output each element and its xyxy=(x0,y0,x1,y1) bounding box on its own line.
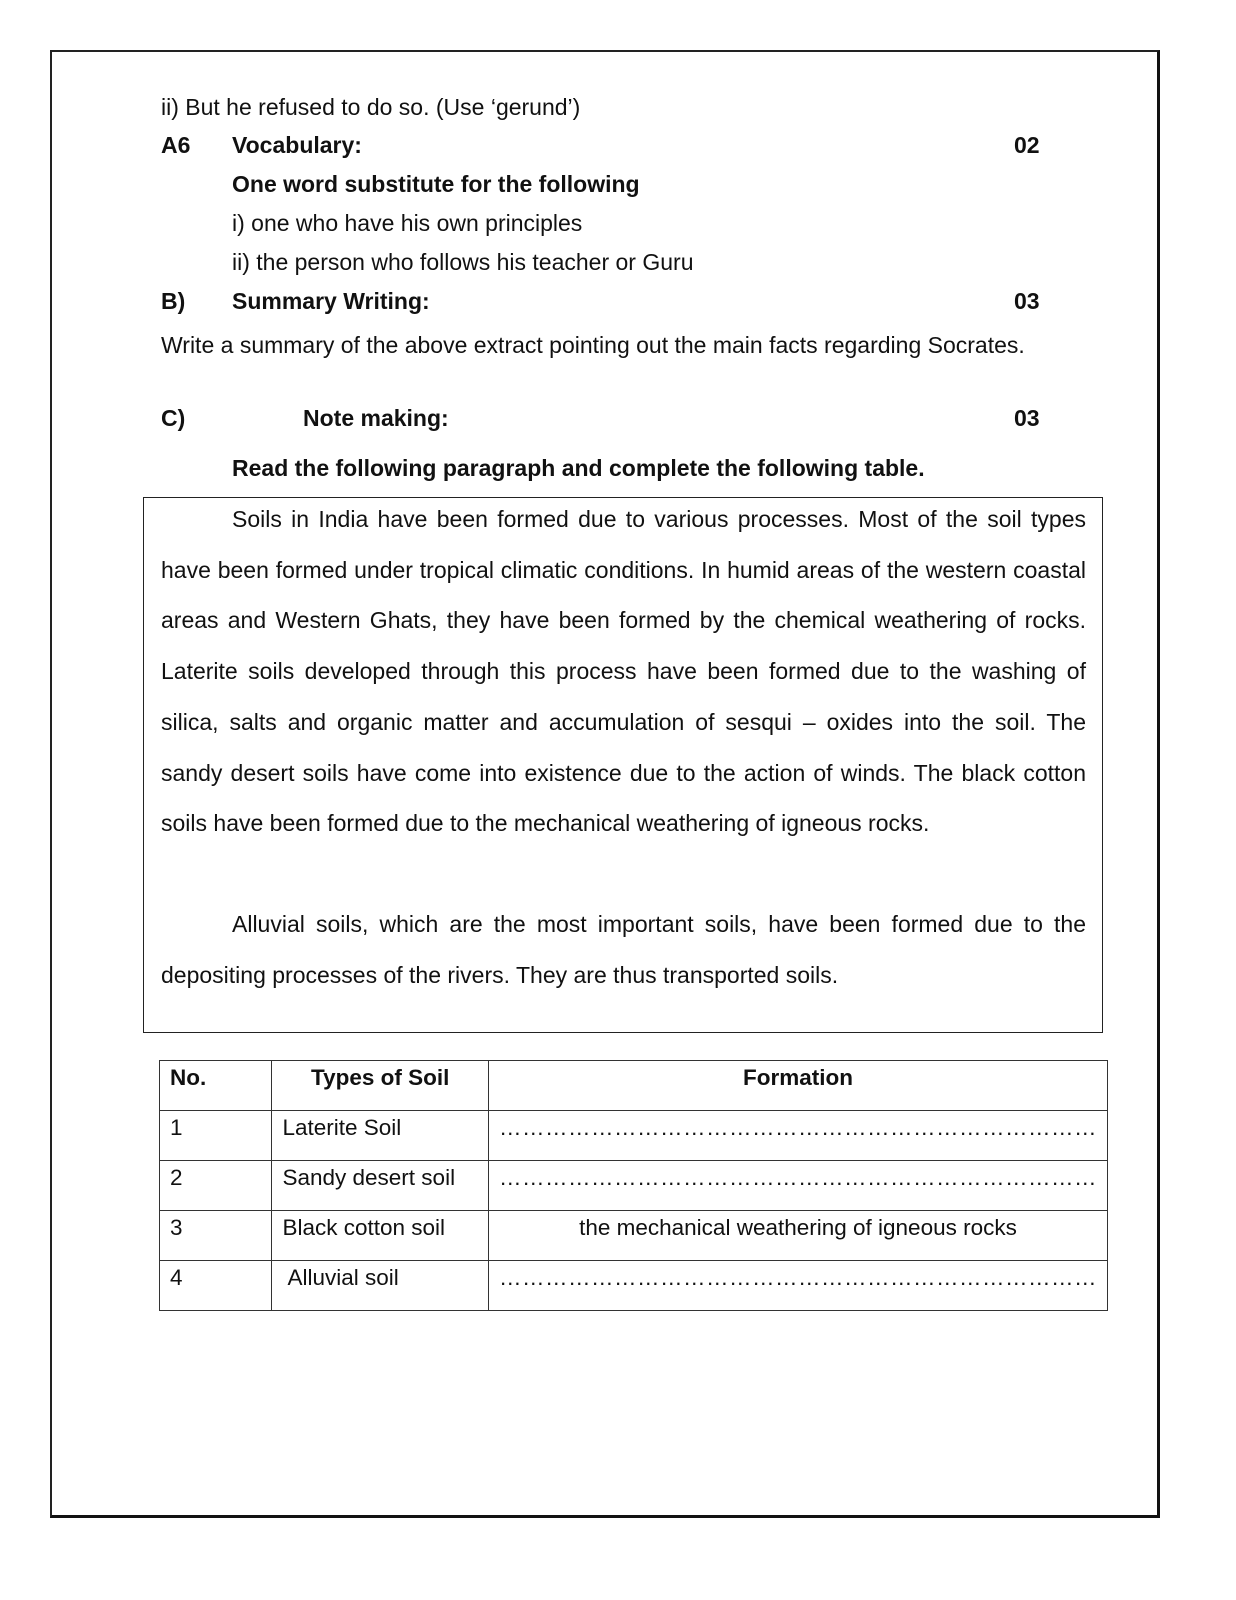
row-type: Sandy desert soil xyxy=(272,1161,489,1211)
row-type: Laterite Soil xyxy=(272,1111,489,1161)
row-type: Black cotton soil xyxy=(272,1211,489,1261)
question-b-number: B) xyxy=(161,288,186,314)
row-formation: …………………………………………………………………… xyxy=(488,1111,1107,1161)
question-a5-ii: ii) But he refused to do so. (Use ‘gerund’) xyxy=(161,94,581,120)
row-formation: …………………………………………………………………… xyxy=(488,1261,1107,1311)
row-no: 2 xyxy=(160,1161,272,1211)
table-row xyxy=(160,1161,1108,1211)
row-formation: the mechanical weathering of igneous rocks xyxy=(488,1211,1107,1261)
header-formation: Formation xyxy=(488,1061,1107,1111)
soil-table xyxy=(159,1060,1108,1311)
question-a6-instruction: One word substitute for the following xyxy=(232,171,640,197)
table-row xyxy=(160,1261,1108,1311)
row-no: 4 xyxy=(160,1261,272,1311)
table-row xyxy=(160,1211,1108,1261)
header-type: Types of Soil xyxy=(272,1061,489,1111)
question-b-title: Summary Writing: xyxy=(232,288,430,314)
table-header-row xyxy=(160,1061,1108,1111)
question-b-instruction: Write a summary of the above extract pointing out the main facts regarding Socrates. xyxy=(161,332,1025,358)
header-no: No. xyxy=(160,1061,272,1111)
row-no: 1 xyxy=(160,1111,272,1161)
question-a6-item-2: ii) the person who follows his teacher or Guru xyxy=(232,249,694,275)
question-c-instruction: Read the following paragraph and complete the following table. xyxy=(232,455,925,481)
question-b-marks: 03 xyxy=(1014,288,1040,314)
question-a6-item-1: i) one who have his own principles xyxy=(232,210,583,236)
table-row xyxy=(160,1111,1108,1161)
question-a6-number: A6 xyxy=(161,132,191,158)
passage-paragraph-2: Alluvial soils, which are the most important soils, have been formed due to the depositing processes of the rivers. They are thus transported soils. xyxy=(161,911,1086,988)
question-a6-marks: 02 xyxy=(1014,132,1040,158)
passage-paragraph-1: Soils in India have been formed due to various processes. Most of the soil types have been formed under tropical climatic conditions. In humid areas of the western coastal areas and Western Ghats, they have been formed by the chemical weathering of rocks. Laterite soils developed through this process have been formed due to the washing of silica, salts and organic matter and accumulation of sesqui – oxides into the soil. The sandy desert soils have come into existence due to the action of winds. The black cotton soils have been formed due to the mechanical weathering of igneous rocks. xyxy=(161,506,1086,837)
row-no: 3 xyxy=(160,1211,272,1261)
question-c-marks: 03 xyxy=(1014,405,1040,431)
question-c-title: Note making: xyxy=(303,405,449,431)
row-type: Alluvial soil xyxy=(272,1261,489,1311)
row-formation: …………………………………………………………………… xyxy=(488,1161,1107,1211)
question-a6-title: Vocabulary: xyxy=(232,132,362,158)
question-c-number: C) xyxy=(161,405,186,431)
